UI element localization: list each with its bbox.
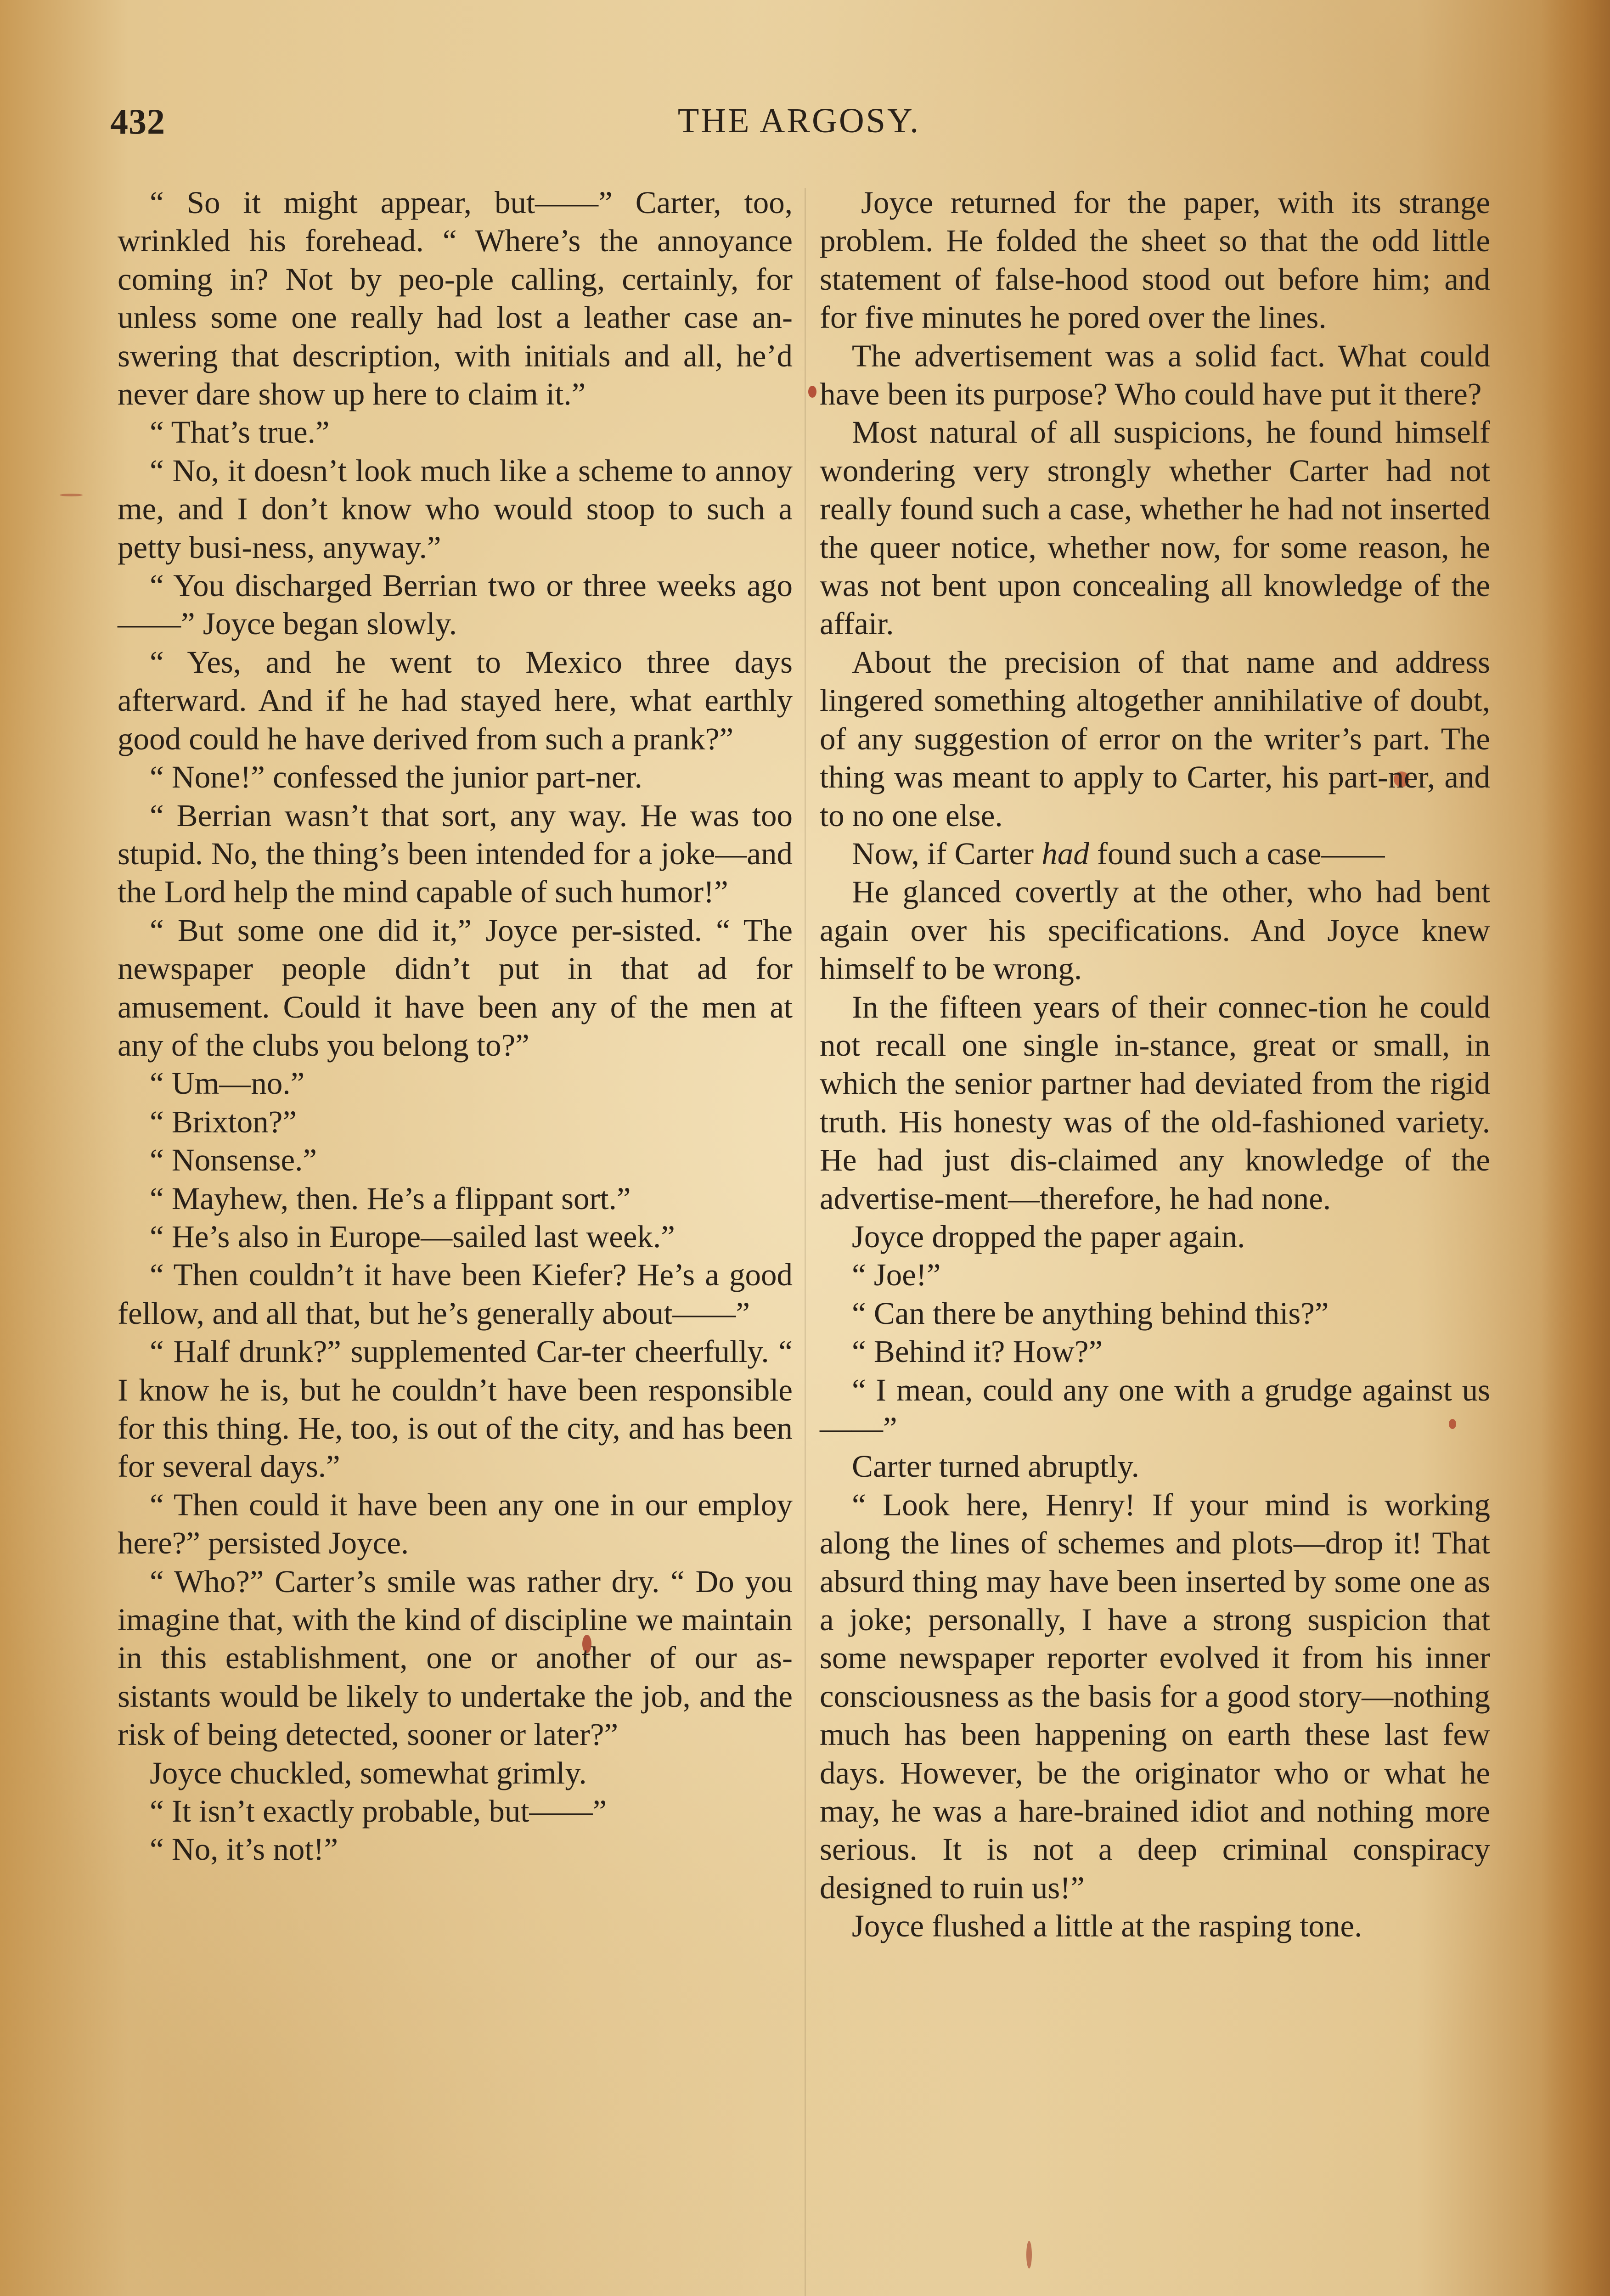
aged-page-edge	[1541, 0, 1610, 2296]
paragraph: “ Mayhew, then. He’s a flippant sort.”	[150, 1181, 631, 1216]
paragraph: Joyce returned for the paper, with its strange problem. He folded the sheet so that the odd little statement of false-hood stood out before him; and for five minutes he pored over the lines.	[820, 185, 1490, 335]
paragraph: Carter turned abruptly.	[852, 1449, 1139, 1484]
paragraph: “ Then could it have been any one in our employ here?” persisted Joyce.	[118, 1487, 793, 1561]
column-divider	[805, 188, 806, 2296]
paragraph: “ Brixton?”	[150, 1104, 297, 1139]
page-number: 432	[110, 101, 165, 141]
ink-spot	[808, 386, 816, 398]
paragraph: “ No, it doesn’t look much like a scheme to annoy me, and I don’t know who would stoop to such a petty busi-ness, anyway.”	[118, 453, 793, 565]
paragraph: “ So it might appear, but——” Carter, too, wrinkled his forehead. “ Where’s the annoyance coming in? Not by peo-ple calling, certainly, for unless some one really had lost a leather case an-swering that description, with initials and all, he’d never dare show up here to claim it.”	[118, 185, 793, 412]
paragraph: “ Half drunk?” supplemented Car-ter cheerfully. “ I know he is, but he couldn’t have been responsible for this thing. He, too, is out of the city, and has been for several days.”	[118, 1334, 793, 1484]
paragraph: “ Um—no.”	[150, 1066, 305, 1101]
paragraph: Joyce flushed a little at the rasping tone.	[852, 1908, 1362, 1944]
text-run: found such a case——	[1089, 836, 1385, 871]
paragraph: Joyce dropped the paper again.	[852, 1219, 1245, 1254]
ink-spot	[60, 494, 83, 496]
right-column	[820, 184, 1490, 1946]
paragraph: “ Yes, and he went to Mexico three days afterward. And if he had stayed here, what earthly good could he have derived from such a prank?”	[118, 644, 793, 756]
page-header	[110, 101, 1488, 152]
paragraph: “ Joe!”	[852, 1257, 941, 1293]
text-run: Now, if Carter	[852, 836, 1042, 871]
ink-spot	[1026, 2241, 1032, 2268]
paragraph: The advertisement was a solid fact. What could have been its purpose? Who could have put it there?	[820, 338, 1490, 412]
italic-emphasis: had	[1041, 836, 1089, 871]
paragraph: “ That’s true.”	[150, 415, 330, 450]
paragraph	[820, 835, 1490, 873]
paragraph: About the precision of that name and address lingered something altogether annihilative of doubt, of any suggestion of error on the writer’s part. The thing was meant to apply to Carter, his part-ner, and to no one else.	[820, 644, 1490, 833]
paragraph: Joyce chuckled, somewhat grimly.	[150, 1755, 587, 1790]
paragraph: “ Who?” Carter’s smile was rather dry. “ Do you imagine that, with the kind of discipline we maintain in this establishment, one or another of our as-sistants would be likely to undertake the job, and the risk of being detected, sooner or later?”	[118, 1564, 793, 1752]
paragraph: “ Look here, Henry! If your mind is working along the lines of schemes and plots—drop it! That absurd thing may have been inserted by some one as a joke; personally, I have a strong suspicion that some newspaper reporter evolved it from his inner consciousness as the basis for a good story—nothing much has been happening on earth these last few days. However, be the originator who or what he may, he was a hare-brained idiot and nothing more serious. It is not a deep criminal conspiracy designed to ruin us!”	[820, 1487, 1490, 1905]
paragraph: “ None!” confessed the junior part-ner.	[150, 760, 642, 795]
paragraph: “ It isn’t exactly probable, but——”	[150, 1794, 607, 1829]
paragraph: “ Then couldn’t it have been Kiefer? He’s a good fellow, and all that, but he’s generally about——”	[118, 1257, 793, 1331]
paragraph: “ He’s also in Europe—sailed last week.”	[150, 1219, 675, 1254]
running-head: THE ARGOSY.	[677, 101, 921, 140]
paragraph: In the fifteen years of their connec-tion he could not recall one single in-stance, great or small, in which the senior partner had deviated from the rigid truth. His honesty was of the old-fashioned variety. He had just dis-claimed any knowledge of the advertise-ment—therefore, he had none.	[820, 989, 1490, 1216]
paragraph: “ But some one did it,” Joyce per-sisted. “ The newspaper people didn’t put in that ad for amusement. Could it have been any of the men at any of the clubs you belong to?”	[118, 912, 793, 1063]
paragraph: “ You discharged Berrian two or three weeks ago——” Joyce began slowly.	[118, 568, 793, 642]
left-column	[118, 184, 793, 1869]
paragraph: “ Behind it? How?”	[852, 1334, 1103, 1369]
paragraph: “ Nonsense.”	[150, 1142, 317, 1178]
paragraph: Most natural of all suspicions, he found himself wondering very strongly whether Carter had not really found such a case, whether he had not inserted the queer notice, whether now, for some reason, he was not bent upon concealing all knowledge of the affair.	[820, 415, 1490, 642]
paragraph: He glanced covertly at the other, who had bent again over his specifications. And Joyce knew himself to be wrong.	[820, 874, 1490, 986]
paragraph: “ No, it’s not!”	[150, 1832, 338, 1867]
paragraph: “ I mean, could any one with a grudge against us——”	[820, 1372, 1490, 1446]
paragraph: “ Can there be anything behind this?”	[852, 1295, 1329, 1331]
paragraph: “ Berrian wasn’t that sort, any way. He was too stupid. No, the thing’s been intended for a joke—and the Lord help the mind capable of such humor!”	[118, 798, 793, 910]
